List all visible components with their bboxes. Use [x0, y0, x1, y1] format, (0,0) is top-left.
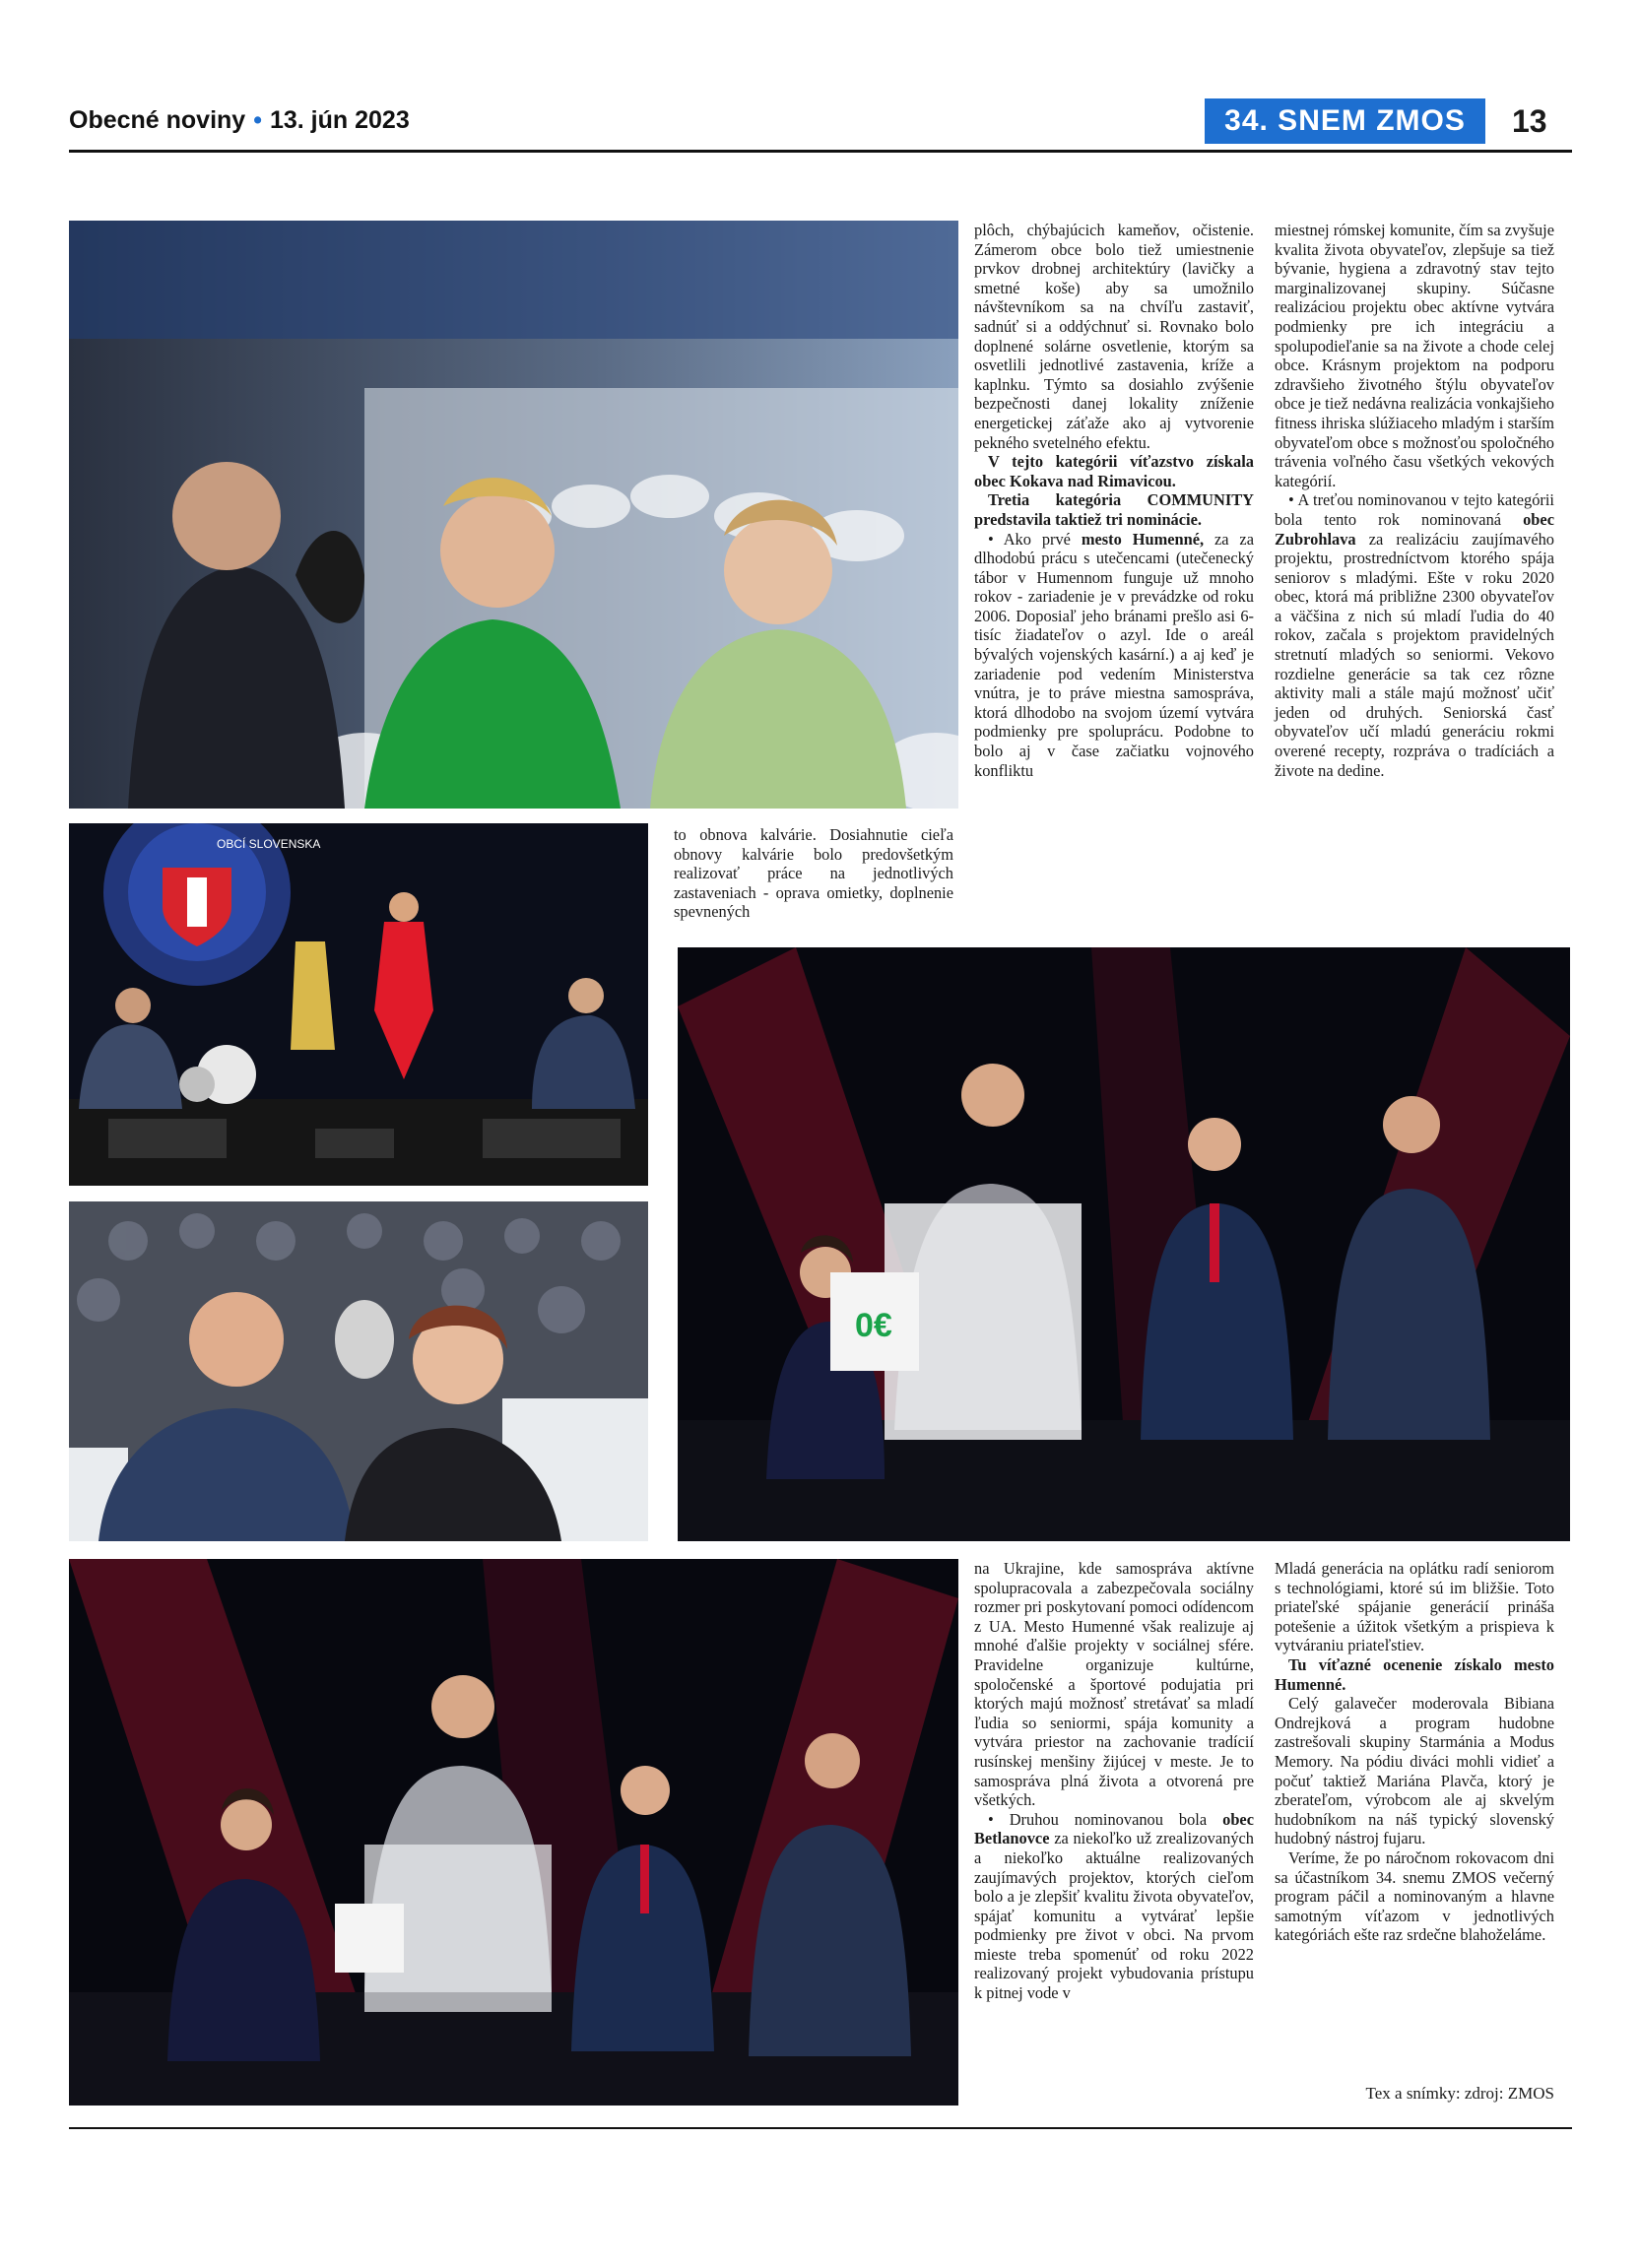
audience-clapping-photo	[69, 221, 958, 809]
paragraph: Mladá generácia na oplátku radí seniorom s technológiami, ktoré sú im bližšie. Toto priateľské spájanie generácií prináša potešenie a úžitok všetkým a prispieva k vytváraniu priateľstiev.	[1275, 1559, 1554, 1655]
audience-applause-photo	[69, 1201, 648, 1541]
article-column-3-bottom	[1275, 1559, 1554, 1945]
article-column-2-bottom	[974, 1559, 1254, 2003]
paragraph-bold: Tu víťazné ocenenie získalo mesto Humenné.	[1275, 1654, 1554, 1694]
photo-credit: Tex a snímky: zdroj: ZMOS	[1365, 2084, 1554, 2103]
paragraph-bold: Tretia kategória COMMUNITY predstavila taktiež tri nominácie.	[974, 490, 1254, 529]
paragraph: • Ako prvé mesto Humenné, za za dlhodobú prácu s utečencami (utečenecký tábor v Humennom funguje už mnoho rokov - zariadenie je v prevádzke od roku 2006. Doposiaľ jeho bránami prešlo asi 6-tisíc žiadateľov o azyl. Ide o areál bývalých vojenských kasární.) a aj keď je zariadenie pod vedením Ministerstva vnútra, je to práve miestna samospráva, ktorá dlhodobo na svojom území vytvára podmienky pre spoluprácu. Podobne to bolo aj v čase začiatku vojnového konfliktu	[974, 529, 1254, 780]
paragraph: Celý galavečer moderovala Bibiana Ondrejková a program hudobne zastrešovali skupiny Starmánia a Modus Memory. Na pódiu diváci mohli vidieť a počuť taktiež Mariána Plavča, ktorý je zberateľom, výrobcom ale aj skvelým hudobníkom na náš typický slovenský hudobný nástroj fujaru.	[1275, 1694, 1554, 1848]
paragraph: • A treťou nominovanou v tejto kategórii bola tento rok nominovaná obec Zubrohlava za realizáciu zaujímavého projektu, prostredníctvom ktorého spája seniorov s mladými. Ešte v roku 2020 obec, ktorá má približne 2300 obyvateľov a väčšina z nich sú mladí ľudia do 40 rokov, začala s projektom pravidelných stretnutí mladých so seniormi. Vekovo rozdielne generácie sa tak cez rôzne aktivity mali a stále majú možnosť učiť jeden od druhých. Seniorská časť obyvateľov učí mladú generáciu rokmi overené recepty, rozpráva o tradíciách a živote na dedine.	[1275, 490, 1554, 780]
award-winners-stage-photo	[69, 1559, 958, 2106]
flag-text: OBCÍ SLOVENSKA	[217, 837, 321, 851]
footer-rule	[69, 2127, 1572, 2129]
paragraph: miestnej rómskej komunite, čím sa zvyšuje kvalita života obyvateľov, zlepšuje sa tiež bývanie, hygiena a zdravotný stav tejto marginalizovanej skupiny. Súčasne realizáciou projektu obec aktívne vytvára podmienky pre ich integráciu a spolupodieľanie sa na živote a chode celej obce. Krásnym projektom na podporu zdravšieho životného štýlu obyvateľov obce je tiež nedávna realizácia vonkajšieho fitness ihriska slúžiaceho mladým i starším obyvateľom obce s možnosťou spoločného trávenia voľného času všetkých vekových kategórií.	[1275, 221, 1554, 490]
publication-name: Obecné noviny	[69, 106, 246, 134]
cheque-amount: 0€	[855, 1307, 892, 1344]
paragraph: plôch, chýbajúcich kameňov, očistenie. Zámerom obce bolo tiež umiestnenie prvkov drobnej architektúry (lavičky a smetné koše) aby sa umožnilo návštevníkom sa na chvíľu zastaviť, sadnúť si a oddýchnuť si. Rovnako bolo doplnené solárne osvetlenie, ktorým sa osvetlili jednotlivé zastavenia, kríže a kaplnku. Týmto sa dosiahlo zvýšenie bezpečnosti danej lokality zníženie energetickej záťaže ako aj vytvorenie pekného svetelného efektu.	[974, 221, 1254, 452]
issue-date: 13. jún 2023	[269, 106, 410, 134]
paragraph: • Druhou nominovanou bola obec Betlanovce za niekoľko už zrealizovaných a niekoľko aktuálne realizovaných zaujímavých projektov, ktorých cieľom bolo a je zlepšiť kvalitu života obyvateľov, spájať komunitu a vytvárať lepšie podmienky pre život v obci. Na prvom mieste treba spomenúť od roku 2022 realizovaný projekt vybudovania prístupu k pitnej vode v	[974, 1809, 1254, 2003]
section-tag: 34. SNEM ZMOS	[1205, 98, 1485, 144]
paragraph-bold: V tejto kategórii víťazstvo získala obec Kokava nad Rimavicou.	[974, 452, 1254, 490]
paragraph: na Ukrajine, kde samospráva aktívne spolupracovala a zabezpečovala sociálny rozmer pri poskytovaní pomoci odídencom z UA. Mesto Humenné však realizuje aj mnohé ďalšie projekty v sociálnej sfére. Pravidelne organizuje kultúrne, spoločenské a športové podujatia pri ktorých majú možnosť stretávať sa mladí ľudia so seniormi, spája komunity a vytvára priestor na zachovanie tradícií rusínskej menšiny žijúcej v meste. Je to samospráva plná života a otvorená pre všetkých.	[974, 1559, 1254, 1810]
paragraph: to obnova kalvárie. Dosiahnutie cieľa obnovy kalvárie bolo predovšetkým realizovať práce na jednotlivých zastaveniach - oprava omietky, doplnenie spevnených	[674, 825, 953, 922]
band-on-stage-photo	[69, 823, 648, 1186]
article-column-3-top	[1275, 221, 1554, 780]
article-column-1-mid	[674, 825, 953, 922]
article-column-2-top	[974, 221, 1254, 780]
separator-dot: •	[253, 106, 262, 134]
paragraph: Veríme, že po náročnom rokovacom dni sa účastníkom 34. snemu ZMOS večerný program páčil a nominovaným a hlavne samotným víťazom v jednotlivých kategóriách ešte raz srdečne blahoželáme.	[1275, 1847, 1554, 1945]
page-number: 13	[1512, 103, 1547, 139]
masthead	[69, 106, 410, 135]
award-ceremony-podium-photo	[678, 947, 1570, 1541]
header-rule	[69, 150, 1572, 153]
